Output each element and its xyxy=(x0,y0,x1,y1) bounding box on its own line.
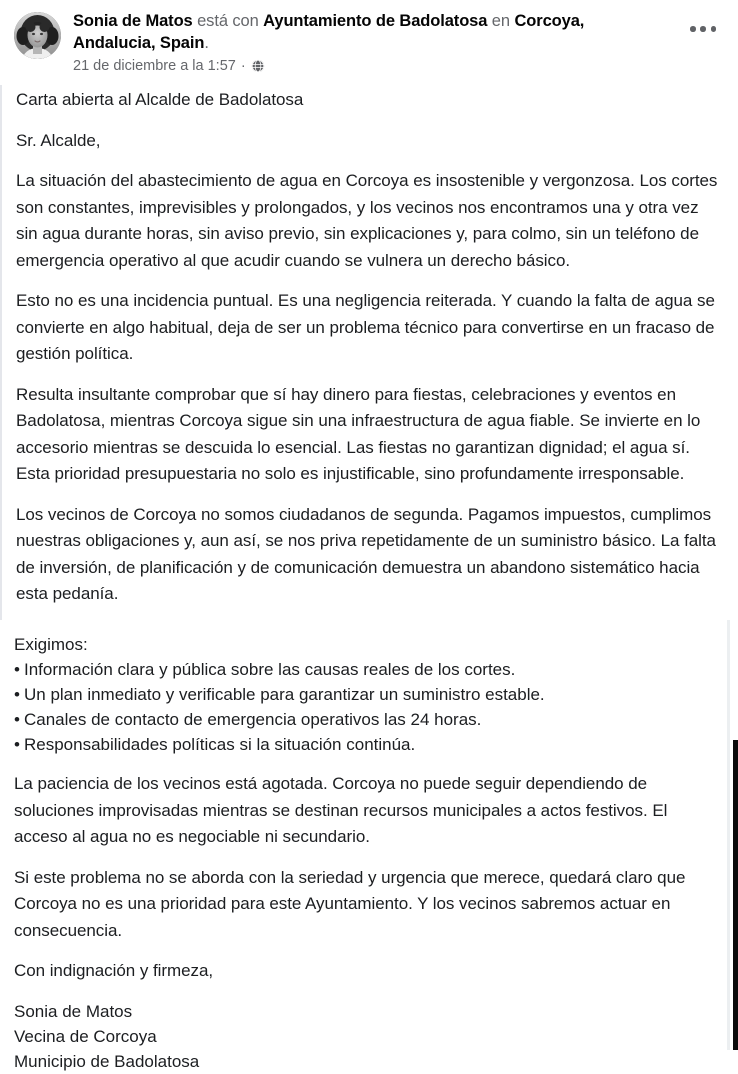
post-paragraph: Esto no es una incidencia puntual. Es una negligencia reiterada. Y cuando la falta de agua se convierte en algo habitual, deja de ser un problema técnico para convertirse en un fracaso de gestión política. xyxy=(16,291,715,363)
attribution-connective-in: en xyxy=(487,12,515,30)
location-line-1[interactable]: Corcoya, xyxy=(514,12,585,30)
list-item xyxy=(14,707,724,732)
scrollbar-thumb[interactable] xyxy=(733,740,738,1050)
ellipsis-dot-1 xyxy=(690,26,696,32)
post-paragraph: Sr. Alcalde, xyxy=(16,130,101,150)
post-header xyxy=(0,0,738,85)
ellipsis-menu-button[interactable] xyxy=(690,18,716,40)
post-paragraph: Los vecinos de Corcoya no somos ciudadanos de segunda. Pagamos impuestos, cumplimos nuestras obligaciones y, aun así, se nos priva repetidamente de un suministro básico. La falta de inversión, de planificación y de comunicación demuestra un abandono sistemático hacia esta pedanía. xyxy=(16,504,716,603)
ellipsis-dot-2 xyxy=(700,26,706,32)
list-item-label: Responsabilidades políticas si la situación continúa. xyxy=(24,735,416,754)
post-timestamp[interactable]: 21 de diciembre a la 1:57 xyxy=(73,58,236,74)
bullet-icon: • xyxy=(14,735,20,754)
globe-icon[interactable] xyxy=(251,59,265,73)
list-item-label: Información clara y pública sobre las causas reales de los cortes. xyxy=(24,660,516,679)
demands-list xyxy=(14,657,724,757)
demands-heading: Exigimos: xyxy=(14,635,88,654)
bullet-icon: • xyxy=(14,710,20,729)
post-tail-region xyxy=(0,620,738,1071)
author-name[interactable]: Sonia de Matos xyxy=(73,12,193,30)
meta-separator: · xyxy=(240,58,246,74)
attribution-period: . xyxy=(204,34,209,52)
signature-name: Sonia de Matos xyxy=(14,1001,133,1021)
post-attribution xyxy=(73,10,653,54)
post-paragraph: La situación del abastecimiento de agua en Corcoya es insostenible y vergonzosa. Los cortes son constantes, imprevisibles y prolongados, y los vecinos nos encontramos una y otra vez sin agua durante horas, sin aviso previo, sin explicaciones y, para colmo, sin un teléfono de emergencia operativo al que acudir cuando se vulnera un derecho básico. xyxy=(16,171,718,270)
post-paragraph: Resulta insultante comprobar que sí hay dinero para fiestas, celebraciones y eventos en Badolatosa, mientras Corcoya sigue sin una infraestructura de agua fiable. Se invierte en lo accesorio mientras se descuida lo esencial. Las fiestas no garantizan dignidad; el agua sí. Esta prioridad presupuestaria no solo es injustificable, sino profundamente irresponsable. xyxy=(16,384,701,483)
tagged-page-name[interactable]: Ayuntamiento de Badolatosa xyxy=(263,12,488,30)
post-body xyxy=(2,87,736,608)
location-line-2[interactable]: Andalucia, Spain xyxy=(73,34,205,52)
bullet-icon: • xyxy=(14,685,20,704)
post-paragraph: Si este problema no se aborda con la seriedad y urgencia que merece, quedará claro que Corcoya no es una prioridad para este Ayuntamiento. Y los vecinos sabremos actuar en consecuencia. xyxy=(14,867,686,940)
post-paragraph: Carta abierta al Alcalde de Badolatosa xyxy=(16,90,304,109)
avatar[interactable] xyxy=(14,12,61,59)
signature-municipality: Municipio de Badolatosa xyxy=(14,1051,200,1071)
list-item xyxy=(14,732,724,757)
ellipsis-dot-3 xyxy=(711,26,717,32)
list-item xyxy=(14,682,724,707)
scrollbar-track[interactable] xyxy=(727,620,730,1050)
post-header-text xyxy=(73,9,726,75)
list-item-label: Un plan inmediato y verificable para garantizar un suministro estable. xyxy=(24,685,545,704)
post-paragraph: Con indignación y firmeza, xyxy=(14,961,214,980)
signature-role: Vecina de Corcoya xyxy=(14,1026,157,1046)
list-item xyxy=(14,657,724,682)
post-paragraph: La paciencia de los vecinos está agotada. Corcoya no puede seguir dependiendo de soluciones improvisadas mientras se destinan recursos municipales a actos festivos. El acceso al agua no es negociable ni secundario. xyxy=(14,774,668,846)
signature-block xyxy=(14,999,724,1074)
user-avatar-photo xyxy=(14,12,61,59)
bullet-icon: • xyxy=(14,660,20,679)
list-item-label: Canales de contacto de emergencia operativos las 24 horas. xyxy=(24,710,482,729)
post-body-scroll-region[interactable] xyxy=(0,85,738,620)
post-meta xyxy=(73,57,726,75)
attribution-connective-with: está con xyxy=(192,12,264,30)
